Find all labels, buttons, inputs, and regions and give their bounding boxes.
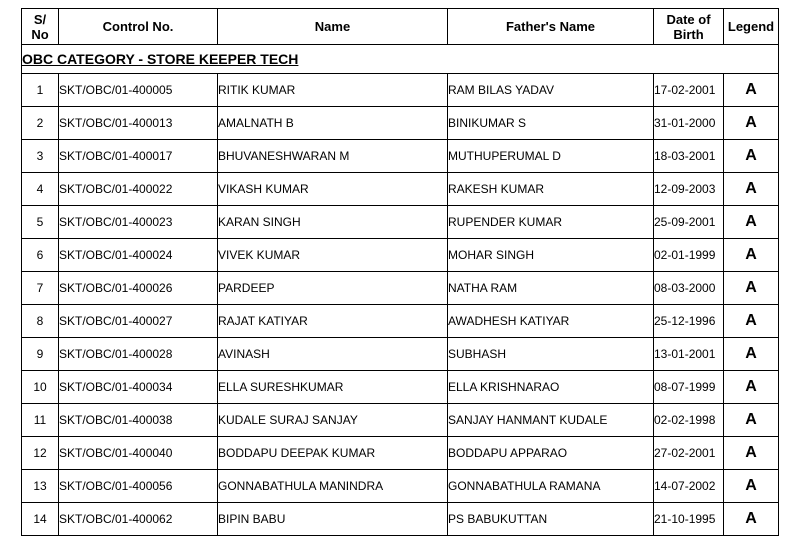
table-row: [22, 437, 779, 470]
row-dob: 25-09-2001: [654, 206, 724, 239]
row-sno: 13: [22, 470, 59, 503]
row-name: KUDALE SURAJ SANJAY: [218, 404, 448, 437]
row-dob: 02-01-1999: [654, 239, 724, 272]
row-sno: 14: [22, 503, 59, 536]
row-father-name: SANJAY HANMANT KUDALE: [448, 404, 654, 437]
table-row: [22, 173, 779, 206]
row-father-name: PS BABUKUTTAN: [448, 503, 654, 536]
row-name: ELLA SURESHKUMAR: [218, 371, 448, 404]
row-legend: A: [724, 239, 779, 272]
table-row: [22, 470, 779, 503]
row-control-no: SKT/OBC/01-400038: [59, 404, 218, 437]
row-name: RAJAT KATIYAR: [218, 305, 448, 338]
table-row: [22, 338, 779, 371]
row-dob: 18-03-2001: [654, 140, 724, 173]
row-name: BODDAPU DEEPAK KUMAR: [218, 437, 448, 470]
row-sno: 4: [22, 173, 59, 206]
row-name: VIVEK KUMAR: [218, 239, 448, 272]
row-legend: A: [724, 404, 779, 437]
row-father-name: ELLA KRISHNARAO: [448, 371, 654, 404]
row-sno: 8: [22, 305, 59, 338]
row-name: BHUVANESHWARAN M: [218, 140, 448, 173]
row-control-no: SKT/OBC/01-400040: [59, 437, 218, 470]
row-control-no: SKT/OBC/01-400005: [59, 74, 218, 107]
row-sno: 2: [22, 107, 59, 140]
row-control-no: SKT/OBC/01-400023: [59, 206, 218, 239]
row-father-name: RAKESH KUMAR: [448, 173, 654, 206]
row-sno: 10: [22, 371, 59, 404]
row-dob: 02-02-1998: [654, 404, 724, 437]
row-dob: 25-12-1996: [654, 305, 724, 338]
row-legend: A: [724, 338, 779, 371]
row-father-name: BODDAPU APPARAO: [448, 437, 654, 470]
row-father-name: MOHAR SINGH: [448, 239, 654, 272]
row-sno: 12: [22, 437, 59, 470]
candidate-table: [21, 8, 779, 536]
row-dob: 13-01-2001: [654, 338, 724, 371]
row-name: GONNABATHULA MANINDRA: [218, 470, 448, 503]
row-dob: 14-07-2002: [654, 470, 724, 503]
row-name: PARDEEP: [218, 272, 448, 305]
header-name: Name: [218, 9, 448, 45]
header-sno: S/ No: [22, 9, 59, 45]
category-row: [22, 45, 779, 74]
row-legend: A: [724, 371, 779, 404]
row-father-name: GONNABATHULA RAMANA: [448, 470, 654, 503]
row-name: RITIK KUMAR: [218, 74, 448, 107]
table-row: [22, 74, 779, 107]
table-row: [22, 305, 779, 338]
row-legend: A: [724, 437, 779, 470]
row-sno: 7: [22, 272, 59, 305]
row-dob: 21-10-1995: [654, 503, 724, 536]
table-row: [22, 239, 779, 272]
header-dob: Date of Birth: [654, 9, 724, 45]
row-dob: 27-02-2001: [654, 437, 724, 470]
row-name: AVINASH: [218, 338, 448, 371]
row-father-name: SUBHASH: [448, 338, 654, 371]
header-legend: Legend: [724, 9, 779, 45]
row-control-no: SKT/OBC/01-400027: [59, 305, 218, 338]
row-sno: 11: [22, 404, 59, 437]
row-father-name: AWADHESH KATIYAR: [448, 305, 654, 338]
row-legend: A: [724, 470, 779, 503]
row-control-no: SKT/OBC/01-400022: [59, 173, 218, 206]
row-sno: 6: [22, 239, 59, 272]
table-row: [22, 206, 779, 239]
row-father-name: RUPENDER KUMAR: [448, 206, 654, 239]
row-name: KARAN SINGH: [218, 206, 448, 239]
row-father-name: BINIKUMAR S: [448, 107, 654, 140]
row-control-no: SKT/OBC/01-400013: [59, 107, 218, 140]
header-control-no: Control No.: [59, 9, 218, 45]
row-sno: 3: [22, 140, 59, 173]
row-control-no: SKT/OBC/01-400024: [59, 239, 218, 272]
header-row: [22, 9, 779, 45]
row-sno: 1: [22, 74, 59, 107]
row-father-name: NATHA RAM: [448, 272, 654, 305]
row-control-no: SKT/OBC/01-400026: [59, 272, 218, 305]
table-row: [22, 404, 779, 437]
table-row: [22, 371, 779, 404]
table-row: [22, 140, 779, 173]
row-legend: A: [724, 107, 779, 140]
row-legend: A: [724, 140, 779, 173]
row-dob: 17-02-2001: [654, 74, 724, 107]
row-legend: A: [724, 74, 779, 107]
row-control-no: SKT/OBC/01-400062: [59, 503, 218, 536]
row-name: VIKASH KUMAR: [218, 173, 448, 206]
row-dob: 08-03-2000: [654, 272, 724, 305]
table-row: [22, 503, 779, 536]
row-sno: 5: [22, 206, 59, 239]
row-legend: A: [724, 503, 779, 536]
row-legend: A: [724, 173, 779, 206]
row-sno: 9: [22, 338, 59, 371]
row-father-name: MUTHUPERUMAL D: [448, 140, 654, 173]
row-father-name: RAM BILAS YADAV: [448, 74, 654, 107]
row-control-no: SKT/OBC/01-400056: [59, 470, 218, 503]
header-father-name: Father's Name: [448, 9, 654, 45]
row-dob: 31-01-2000: [654, 107, 724, 140]
row-legend: A: [724, 206, 779, 239]
table-row: [22, 107, 779, 140]
row-dob: 08-07-1999: [654, 371, 724, 404]
row-control-no: SKT/OBC/01-400017: [59, 140, 218, 173]
row-control-no: SKT/OBC/01-400034: [59, 371, 218, 404]
row-dob: 12-09-2003: [654, 173, 724, 206]
row-legend: A: [724, 305, 779, 338]
row-name: BIPIN BABU: [218, 503, 448, 536]
table-row: [22, 272, 779, 305]
category-title: OBC CATEGORY - STORE KEEPER TECH: [22, 45, 779, 74]
row-name: AMALNATH B: [218, 107, 448, 140]
row-control-no: SKT/OBC/01-400028: [59, 338, 218, 371]
row-legend: A: [724, 272, 779, 305]
